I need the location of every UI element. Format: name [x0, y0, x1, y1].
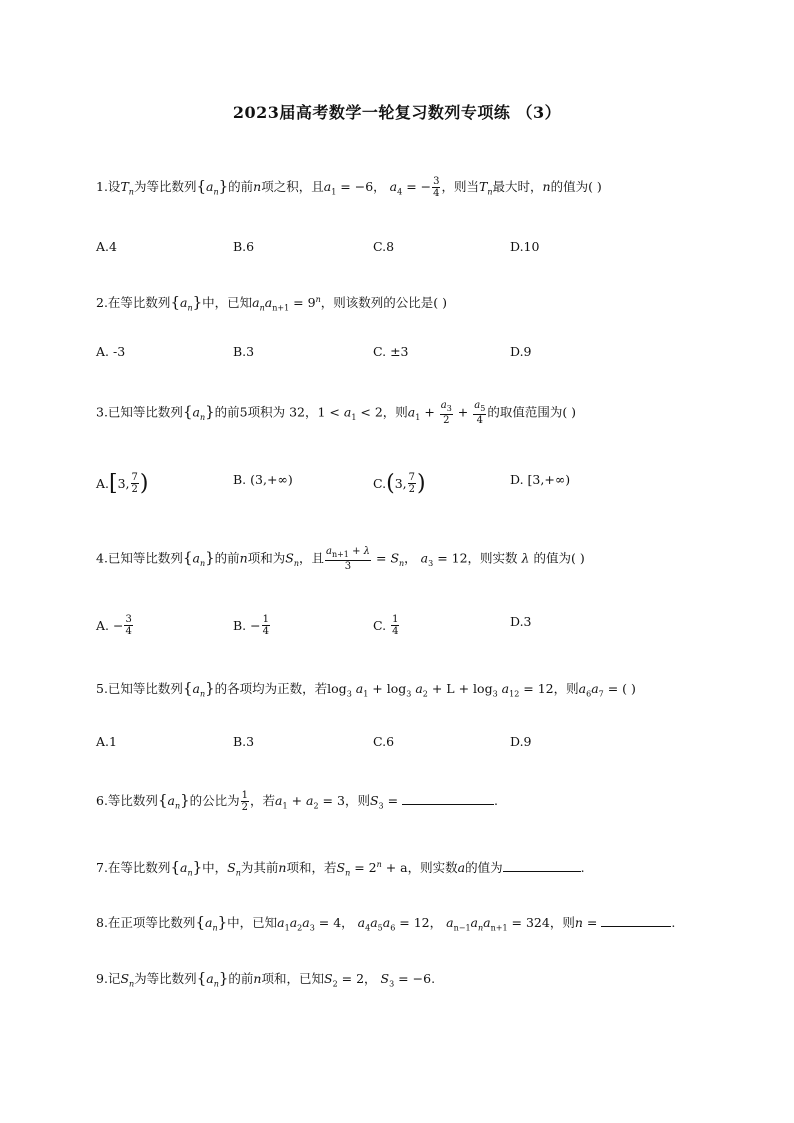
option-a[interactable]: A. -3 — [96, 344, 126, 359]
option-a[interactable]: A.1 — [96, 734, 117, 749]
option-d[interactable]: D.9 — [510, 734, 532, 749]
answer-blank[interactable] — [601, 914, 671, 927]
fraction-a3-2: $\frac{a_3}{2}$ — [440, 400, 452, 426]
option-d[interactable]: D.3 — [510, 614, 532, 629]
question-2: 2.在等比数列$\{a_n\}$中，已知$a_na_{n+1} = 9^n$，则该数列的公比是( ) — [96, 293, 447, 313]
option-a[interactable]: A. − $\frac{3}{4}$ — [96, 614, 132, 637]
option-b[interactable]: B.3 — [233, 344, 255, 359]
question-4: 4.已知等比数列$\{a_n\}$的前n项和为$S_n$，且 $\frac{a_{n+1} + \lambda}{3}$ = $S_n$， $a_3 = 12$，则实数 λ 的值为( ) — [96, 546, 585, 572]
answer-blank[interactable] — [402, 792, 494, 805]
question-4-options — [96, 614, 696, 644]
question-6: 6.等比数列$\{a_n\}$的公比为 $\frac{1}{2}$ ，若$a_1 + a_2 = 3$，则$S_3$ = . — [96, 790, 499, 813]
question-3-options — [96, 472, 696, 502]
question-7: 7.在等比数列$\{a_n\}$中，$S_n$为其前n项和，若$S_n = 2^n + a$，则实数a的值为 . — [96, 858, 585, 878]
option-d[interactable]: D.9 — [510, 344, 532, 359]
fraction-an1-lambda-3: $\frac{a_{n+1} + \lambda}{3}$ — [325, 546, 370, 572]
option-d[interactable]: D.10 — [510, 239, 540, 254]
fraction-a5-4: $\frac{a_5}{4}$ — [474, 400, 486, 426]
option-b[interactable]: B.6 — [233, 239, 255, 254]
option-c[interactable]: C. ±3 — [373, 344, 409, 359]
fraction-1-2: $\frac{1}{2}$ — [241, 790, 249, 813]
option-d[interactable]: D. [3,+∞) — [510, 472, 571, 487]
option-b[interactable]: B.3 — [233, 734, 255, 749]
page-title: 2023届高考数学一轮复习数列专项练 （3） — [232, 103, 562, 122]
question-8: 8.在正项等比数列$\{a_n\}$中，已知$a_1a_2a_3 = 4$， $a_4a_5a_6 = 12$， $a_{n-1}a_na_{n+1} = 324$，则n = . — [96, 913, 676, 933]
option-a[interactable]: A.4 — [96, 239, 117, 254]
fraction-3-4: $\frac{3}{4}$ — [433, 176, 440, 199]
question-3: 3.已知等比数列$\{a_n\}$的前5项积为 32，$1 < a_1 < 2$，则$a_1$ + $\frac{a_3}{2}$ + $\frac{a_5}{4}$ 的取值范围为( ) — [96, 400, 577, 426]
option-c[interactable]: C. ( 3, $\frac{7}{2}$ ) — [373, 470, 426, 496]
option-c[interactable]: C.8 — [373, 239, 395, 254]
answer-blank[interactable] — [503, 859, 581, 872]
question-9: 9.记$S_n$为等比数列$\{a_n\}$的前n项和，已知$S_2 = 2$， $S_3 = -6$. — [96, 969, 436, 989]
option-a[interactable]: A. [ 3, $\frac{7}{2}$ ) — [96, 470, 149, 496]
question-5: 5.已知等比数列$\{a_n\}$的各项均为正数，若$\log_3 a_1 + \log_3 a_2 + L + \log_3 a_{12} = 12$，则$a_6a_7$ = ( ) — [96, 679, 636, 699]
option-c[interactable]: C. $\frac{1}{4}$ — [373, 614, 399, 637]
question-5-options — [96, 734, 696, 758]
question-2-options — [96, 344, 696, 368]
question-1-options — [96, 239, 696, 263]
option-b[interactable]: B. (3,+∞) — [233, 472, 293, 487]
option-c[interactable]: C.6 — [373, 734, 395, 749]
question-1: 1.设$T_n$为等比数列$\{a_n\}$的前n项之积，且$a_1 = -6$， $a_4$ = − $\frac{3}{4}$ ，则当$T_n$最大时，n的值为( ) — [96, 176, 602, 199]
option-b[interactable]: B. − $\frac{1}{4}$ — [233, 614, 270, 637]
